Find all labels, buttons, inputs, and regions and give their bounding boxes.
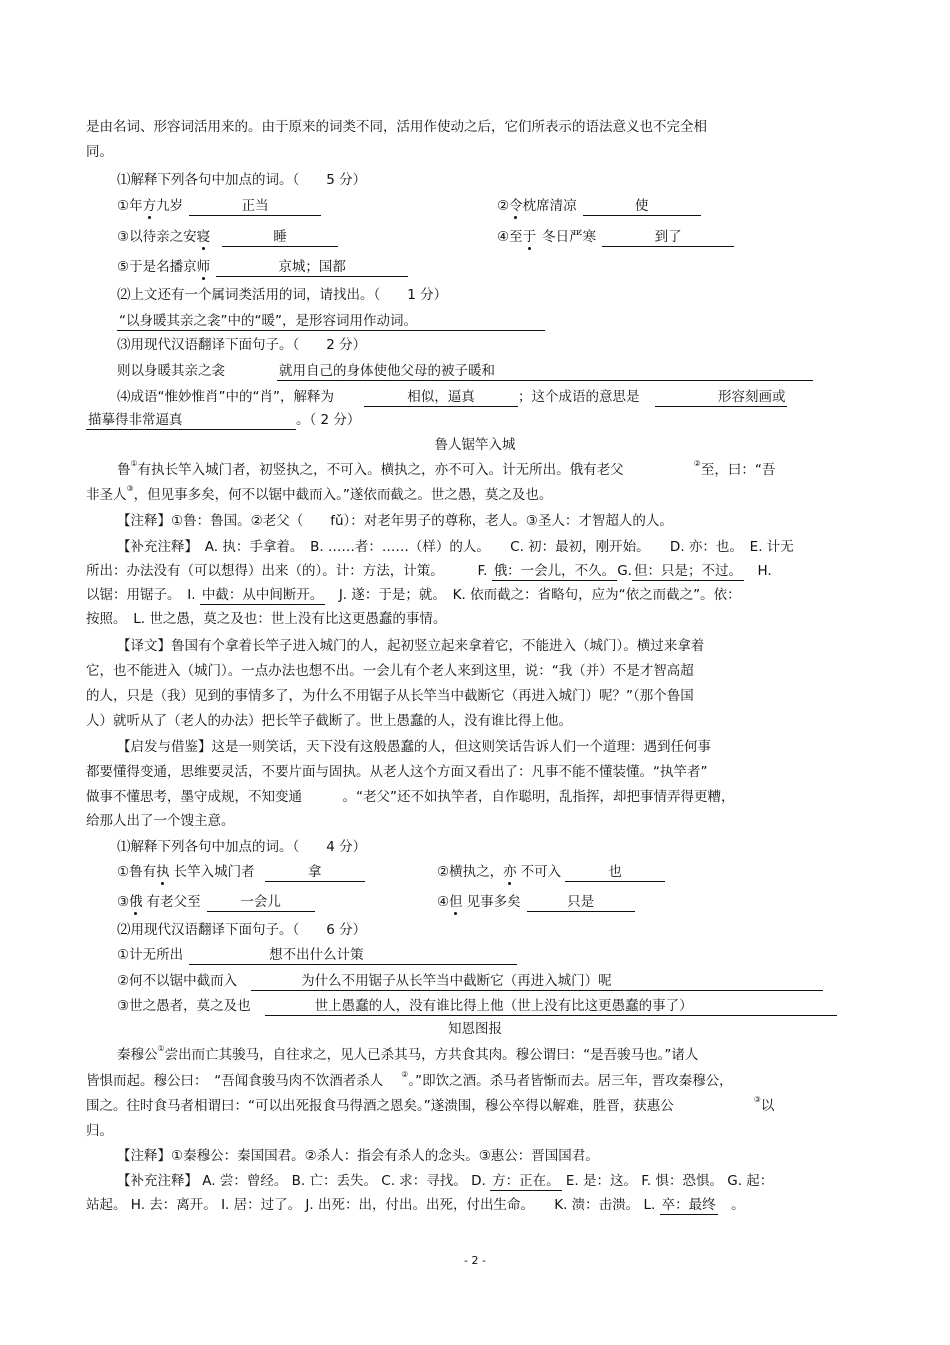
note-line: 【补充注释】 A. 尝：曾经。 B. 亡：丢失。 C. 求：寻找。 D. 方：正在。 E. 是：这。 F. 惧：恐惧。 G. 起： xyxy=(117,1173,774,1189)
insight-line: 【启发与借鉴】这是一则笑话，天下没有这般愚蠢的人，但这则笑话告诉人们一个道理：遇到任何事 xyxy=(117,739,711,755)
dotted-char: 方 xyxy=(142,198,157,214)
answer-blank: 想不出什么计策 xyxy=(189,946,517,965)
insight-line: 给那人出了一个馊主意。 xyxy=(86,813,235,829)
insight-line: 都要懂得变通，思维要灵活，不要片面与固执。从老人这个方面又看出了：凡事不能不懂装懂。“执竿者” xyxy=(86,764,708,780)
question-item: ④至于 冬日严寒 到了 xyxy=(497,228,734,247)
question-title: ⑵用现代汉语翻译下面句子。（ 6 分） xyxy=(117,922,367,938)
dotted-char: 于 xyxy=(522,229,537,245)
question-title: ⑵上文还有一个属词类活用的词，请找出。（ 1 分） xyxy=(117,287,448,303)
note-line: 【补充注释】 A. 执：手拿着。 B. ……者：……（样）的人。 C. 初：最初，刚开始。 D. 亦：也。 E. 计无 xyxy=(117,539,794,555)
question-item: 描摹得非常逼真 。（ 2 分） xyxy=(88,412,361,428)
dotted-char: 令 xyxy=(509,198,523,214)
answer-blank: 世上愚蠢的人，没有谁比得上他（世上没有比这更愚蠢的事了） xyxy=(265,997,837,1016)
note-line: 站起。 H. 去：离开。 I. 居：过了。 J. 出死：出，付出。出死，付出生命。 K. 溃：击溃。 L. 卒：最终 。 xyxy=(86,1197,745,1213)
question-item: ④但 见事多矣 只是 xyxy=(437,893,635,912)
question-item: ②何不以锯中截而入 为什么不用锯子从长竿当中截断它（再进入城门）呢 xyxy=(117,972,823,991)
translation-line: 的人，只是（我）见到的事情多了，为什么不用锯子从长竿当中截断它（再进入城门）呢？”（那个鲁国 xyxy=(86,688,694,704)
section-title: 鲁人锯竿入城 xyxy=(434,437,516,453)
note-line: 按照。 L. 世之愚，莫之及也：世上没有比这更愚蠢的事情。 xyxy=(86,611,447,627)
note-line: 【注释】①鲁：鲁国。②老父（ fǔ）：对老年男子的尊称，老人。③圣人：才智超人的人。 xyxy=(117,513,673,529)
page-number: - 2 - xyxy=(464,1254,486,1267)
translation-line: 它，也不能进入（城门）。一点办法也想不出。一会儿有个老人来到这里，说：“我（并）不是才智高超 xyxy=(86,663,694,679)
question-item: ③俄 有老父至 一会儿 xyxy=(117,893,315,912)
answer-blank: 形容刻画或 xyxy=(655,388,787,407)
translation-line: 【译文】鲁国有个拿着长竿子进入城门的人，起初竖立起来拿着它，不能进入（城门）。横过来拿着 xyxy=(117,638,705,654)
section-title: 知恩图报 xyxy=(448,1021,502,1037)
dotted-char: 俄 xyxy=(129,894,143,910)
note-line: 所出：办法没有（可以想得）出来（的）。计：方法，计策。 F. 俄：一会儿，不久。 G. 但：只是；不过。 H. xyxy=(86,563,772,579)
text-line: 鲁①有执长竿入城门者，初竖执之，不可入。横执之，亦不可入。计无所出。俄有老父 ②至，曰：“吾 xyxy=(117,459,776,478)
translation-line: 人）就听从了（老人的办法）把长竿子截断了。世上愚蠢的人，没有谁比得上他。 xyxy=(86,713,572,729)
text-line: 皆惧而起。穆公曰： “吾闻食骏马肉不饮酒者杀人 ②。”即饮之酒。杀马者皆惭而去。居三年，晋攻秦穆公， xyxy=(86,1070,733,1089)
question-item: ①计无所出 想不出什么计策 xyxy=(117,946,517,965)
answer-blank: 一会儿 xyxy=(207,893,315,912)
dotted-char: 师 xyxy=(196,259,211,275)
answer-blank: 到了 xyxy=(602,228,734,247)
question-title: ⑴解释下列各句中加点的词。（ 4 分） xyxy=(117,839,367,855)
answer-blank: 就用自己的身体使他父母的被子暖和 xyxy=(277,362,813,381)
note-line: 【注释】①秦穆公：秦国国君。②杀人：指会有杀人的念头。③惠公：晋国国君。 xyxy=(117,1148,599,1164)
dotted-char: 执 xyxy=(156,864,170,880)
answer-line: “以身暖其亲之衾”中的“暖”，是形容词用作动词。 xyxy=(117,312,545,331)
answer-blank: 睡 xyxy=(222,228,338,247)
question-item: ②横执之，亦 不可入 也 xyxy=(437,863,665,882)
insight-line: 做事不懂思考，墨守成规，不知变通 。“老父”还不如执竿者，自作聪明，乱指挥，却把事情弄得更糟， xyxy=(86,789,735,805)
question-item: ①年方九岁 正当 xyxy=(117,197,321,216)
dotted-char: 亦 xyxy=(503,864,517,880)
text-line: 同。 xyxy=(86,144,113,160)
answer-blank: 拿 xyxy=(265,863,365,882)
text-line: 围之。往时食马者相谓曰：“可以出死报食马得酒之恩矣。”遂溃围，穆公卒得以解难，胜晋，获惠公 ③以 xyxy=(86,1095,775,1114)
answer-blank: 正当 xyxy=(189,197,321,216)
dotted-char: 寝 xyxy=(196,229,211,245)
text-line: 是由名词、形容词活用来的。由于原来的词类不同，活用作使动之后，它们所表示的语法意义也不完全相 xyxy=(86,119,707,135)
question-item: ①鲁有执 长竿入城门者 拿 xyxy=(117,863,365,882)
question-title: ⑴解释下列各句中加点的词。（ 5 分） xyxy=(117,172,367,188)
question-item: ③以待亲之安寝 睡 xyxy=(117,228,338,247)
answer-blank: 为什么不用锯子从长竿当中截断它（再进入城门）呢 xyxy=(251,972,823,991)
text-line: 非圣人③，但见事多矣，何不以锯中截而入。”遂依而截之。世之愚，莫之及也。 xyxy=(86,484,553,503)
question-item: ③世之愚者，莫之及也 世上愚蠢的人，没有谁比得上他（世上没有比这更愚蠢的事了） xyxy=(117,997,837,1016)
text-line: 归。 xyxy=(86,1123,113,1139)
note-line: 以锯：用锯子。 I. 中截：从中间断开。 J. 遂：于是；就。 K. 依而截之：省略句，应为“依之而截之”。依： xyxy=(86,587,741,603)
answer-blank: 京城；国都 xyxy=(216,258,408,277)
text-line: 秦穆公①尝出而亡其骏马，自往求之，见人已杀其马，方共食其肉。穆公谓曰：“是吾骏马也。”诸人 xyxy=(117,1044,699,1063)
answer-blank: 相似，逼真 xyxy=(364,388,518,407)
answer-blank: 也 xyxy=(565,863,665,882)
answer-blank: 只是 xyxy=(527,893,635,912)
question-item: 则以身暖其亲之衾 就用自己的身体使他父母的被子暖和 xyxy=(117,362,813,381)
answer-blank: 描摹得非常逼真 xyxy=(86,411,296,430)
question-item: ②令枕席清凉 使 xyxy=(497,197,701,216)
question-title: ⑶用现代汉语翻译下面句子。（ 2 分） xyxy=(117,337,367,353)
question-item: ⑤于是名播京师 京城；国都 xyxy=(117,258,408,277)
answer-blank: 使 xyxy=(583,197,701,216)
question-item: ⑷成语“惟妙惟肖”中的“肖”，解释为 相似，逼真 ；这个成语的意思是 形容刻画或 xyxy=(117,389,786,405)
dotted-char: 但 xyxy=(449,894,463,910)
